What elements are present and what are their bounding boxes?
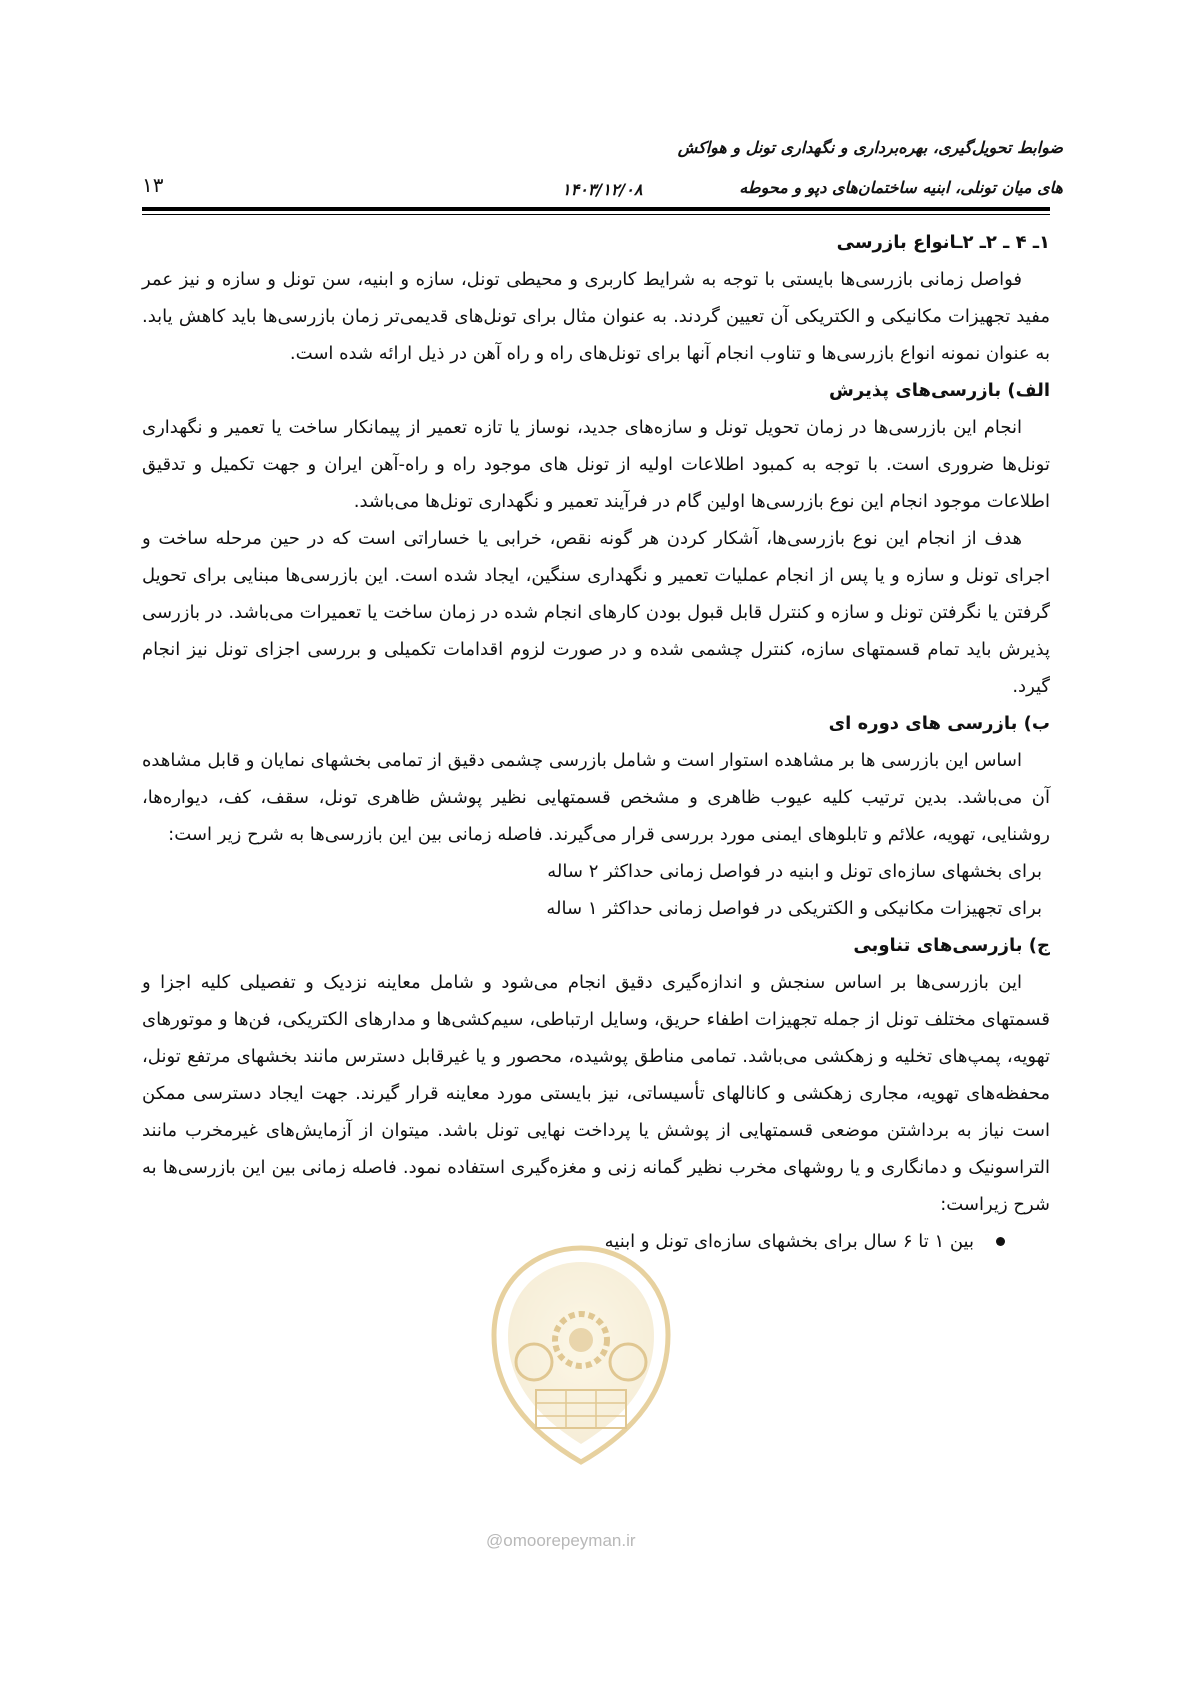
header-rule-thick (142, 207, 1050, 211)
subsection-b-item-structural: برای بخشهای سازه‌ای تونل و ابنیه در فواصل زمانی حداکثر ۲ ساله (547, 861, 1042, 882)
page-number: ۱۳ (142, 173, 164, 197)
subsection-a-heading: الف) بازرسی‌های پذیرش (829, 380, 1050, 401)
subsection-a-paragraph-1: انجام این بازرسی‌ها در زمان تحویل تونل و سازه‌های جدید، نوساز یا تازه تعمیر از پیمانکار ساخت یا تعمیر و نگهداری تونل‌ها ضروری است. با توجه به کمبود اطلاعات اولیه از تونل های موجود راه و راه-آهن ایران و جهت تکمیل و تدقیق اطلاعات موجود انجام این نوع بازرسی‌ها اولین گام در فرآیند تعمیر و نگهداری تونل‌ها می‌باشد. (142, 417, 1050, 512)
subsection-b-paragraph-1: اساس این بازرسی ها بر مشاهده استوار است و شامل بازرسی چشمی دقیق از تمامی بخشهای نمایان و قابل مشاهده آن می‌باشد. بدین ترتیب کلیه عیوب ظاهری و مشخص قسمتهایی نظیر پوشش ظاهری تونل، سقف، کف، دیواره‌ها، روشنایی، تهویه، علائم و تابلوهای ایمنی مورد بررسی قرار می‌گیرند. فاصله زمانی بین این بازرسی‌ها به شرح زیر است: (142, 750, 1050, 845)
header-rule-thin (142, 214, 1050, 215)
watermark-website: @omoorepeyman.ir (486, 1531, 636, 1550)
subsection-c-bullet-text: بین ۱ تا ۶ سال برای بخشهای سازه‌ای تونل و ابنیه (604, 1231, 974, 1252)
watermark-seal-icon (476, 1240, 686, 1470)
section-heading: ۱ـ ۴ ـ ۲ـ ۲ـانواع بازرسی (836, 232, 1050, 253)
subsection-b-item-mechanical: برای تجهیزات مکانیکی و الکتریکی در فواصل زمانی حداکثر ۱ ساله (546, 898, 1042, 919)
section-intro-paragraph: فواصل زمانی بازرسی‌ها بایستی با توجه به شرایط کاربری و محیطی تونل، سازه و ابنیه، سن تونل و سازه و نیز عمر مفید تجهیزات مکانیکی و الکتریکی آن تعیین گردند. به عنوان مثال برای تونل‌های قدیمی‌تر زمان بازرسی‌ها باید کاهش یابد. به عنوان نمونه انواع بازرسی‌ها و تناوب انجام آنها برای تونل‌های راه و راه آهن در ذیل ارائه شده است. (142, 269, 1050, 364)
header-title-line2: های میان تونلی، ابنیه ساختمان‌های دپو و محوطه (739, 178, 1063, 197)
subsection-c-paragraph-1: این بازرسی‌ها بر اساس سنجش و اندازه‌گیری دقیق انجام می‌شود و شامل معاینه نزدیک و تفصیلی کلیه اجزا و قسمتهای مختلف تونل از جمله تجهیزات اطفاء حریق، وسایل ارتباطی، سیم‌کشی‌ها و مدارهای الکتریکی، فن‌ها و موتورهای تهویه، پمپ‌های تخلیه و زهکشی می‌باشد. تمامی مناطق پوشیده، محصور و یا غیرقابل دسترس مانند بخشهای مرتفع تونل، محفظه‌های تهویه، مجاری زهکشی و کانالهای تأسیساتی، نیز بایستی مورد معاینه قرار گیرند. جهت ایجاد دسترسی ممکن است نیاز به برداشتن موضعی قسمتهایی از پوشش یا پرداخت نهایی تونل باشد. میتوان از آزمایش‌های غیرمخرب مانند التراسونیک و دمانگاری و یا روشهای مخرب نظیر گمانه زنی و مغزه‌گیری استفاده نمود. فاصله زمانی بین این بازرسی‌ها به شرح زیراست: (142, 972, 1050, 1215)
header-title-line1: ضوابط تحویل‌گیری، بهره‌برداری و نگهداری تونل و هواکش (677, 138, 1063, 157)
subsection-c-heading: ج) بازرسی‌های تناوبی (853, 935, 1050, 956)
subsection-a-paragraph-2: هدف از انجام این نوع بازرسی‌ها، آشکار کردن هر گونه نقص، خرابی یا خساراتی است که در حین مرحله ساخت و اجرای تونل و سازه و یا پس از انجام عملیات تعمیر و نگهداری سنگین، ایجاد شده است. این بازرسی‌ها مبنایی برای تحویل گرفتن یا نگرفتن تونل و سازه و کنترل قابل قبول بودن کارهای انجام شده در زمان ساخت یا تعمیرات می‌باشد. در بازرسی پذیرش باید تمام قسمتهای سازه، کنترل چشمی شده و در صورت لزوم اقدامات تکمیلی و بررسی اجزای تونل نیز انجام گیرد. (142, 528, 1050, 697)
subsection-b-heading: ب) بازرسی های دوره ای (828, 713, 1050, 734)
body-content (142, 224, 1050, 1260)
header-date: ۱۴۰۳/۱۲/۰۸ (562, 180, 643, 199)
bullet-dot-icon (996, 1237, 1005, 1246)
